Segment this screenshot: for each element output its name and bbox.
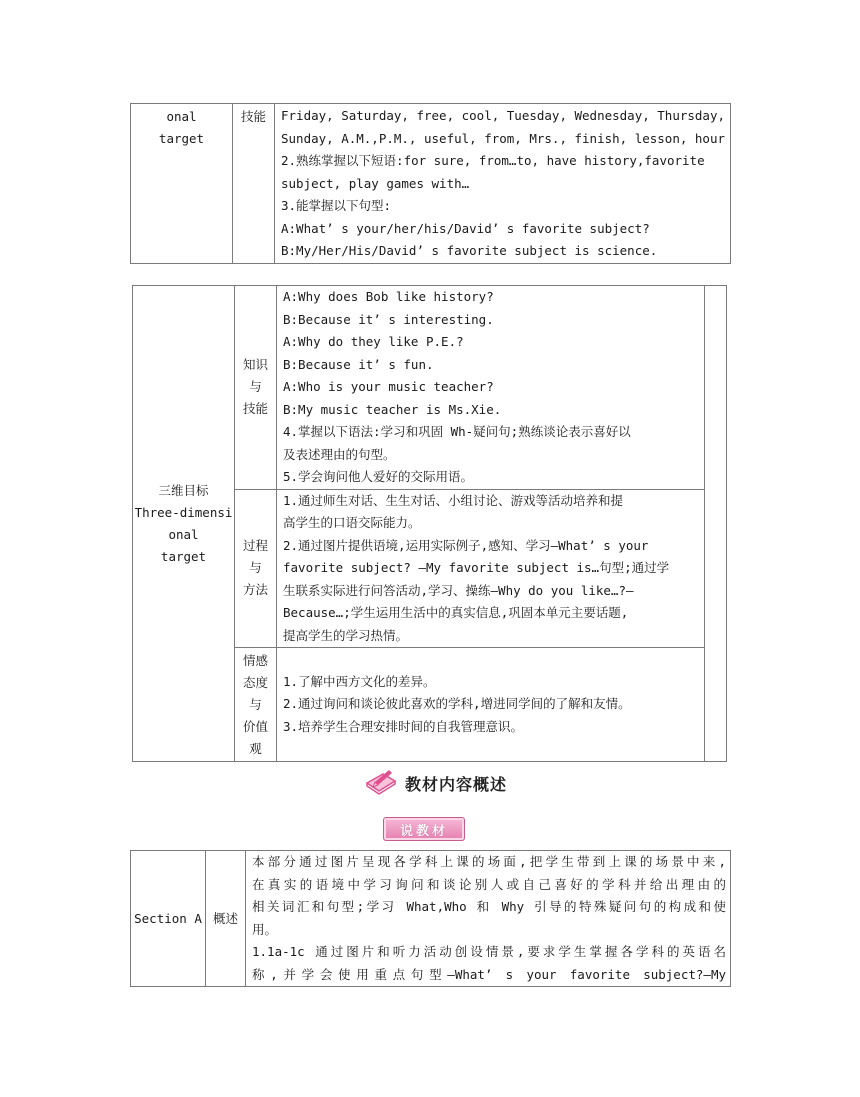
content-line: B:Because it’ s interesting. — [283, 311, 494, 327]
section-label-cell — [131, 851, 206, 987]
content-line: 高学生的口语交际能力。 — [283, 515, 421, 530]
category-label: 概述 — [212, 910, 238, 926]
category-line: 过程 — [242, 538, 268, 554]
target-label-cell — [131, 104, 233, 264]
category-line: 观 — [249, 740, 262, 756]
content-line: B:My music teacher is Ms.Xie. — [283, 401, 502, 417]
content-line: A:Why does Bob like history? — [283, 289, 494, 304]
category-line: 技能 — [242, 401, 268, 417]
category-cell-knowledge — [235, 286, 277, 490]
content-line: A:Who is your music teacher? — [283, 379, 494, 394]
content-line: Because…;学生运用生活中的真实信息,巩固本单元主要话题, — [283, 605, 629, 620]
category-line: 与 — [249, 560, 262, 576]
content-line: Friday, Saturday, free, cool, Tuesday, Wednesday, Thursday, — [281, 108, 726, 123]
content-line: 及表述理由的句型。 — [283, 446, 396, 462]
pencil-book-icon — [365, 767, 397, 799]
target-label-line: Three-dimensi — [134, 504, 233, 520]
category-line: 方法 — [242, 582, 268, 598]
textbook-badge — [383, 817, 465, 841]
target-label-line: 三维目标 — [158, 482, 209, 498]
content-line: 提高学生的学习热情。 — [283, 627, 409, 643]
emotion-content-cell — [277, 648, 705, 762]
three-dimensional-target-table — [132, 285, 727, 762]
category-cell — [233, 104, 275, 264]
content-line: 2.通过询问和谈论彼此喜欢的学科,增进同学间的了解和友情。 — [283, 696, 631, 712]
content-cell — [275, 104, 731, 264]
content-line: A:What’ s your/her/his/David’ s favorite subject? — [281, 220, 650, 236]
content-line: 1.1a-1c 通过图片和听力活动创设情景,要求学生掌握各学科的英语名 — [252, 944, 726, 959]
content-line: 1.了解中西方文化的差异。 — [283, 673, 436, 689]
content-line: 称,并学会使用重点句型—What’ s your favorite subject?—My — [252, 966, 726, 982]
content-line: 1.通过师生对话、生生对话、小组讨论、游戏等活动培养和提 — [283, 492, 624, 508]
content-line: 2.通过图片提供语境,运用实际例子,感知、学习—What’ s your — [283, 537, 649, 553]
target-label-line: onal — [166, 109, 197, 124]
content-line: 4.掌握以下语法:学习和巩固 Wh-疑问句;熟练谈论表示喜好以 — [283, 424, 631, 439]
content-line: favorite subject? —My favorite subject is…句型;通过学 — [283, 560, 670, 575]
target-label-line: target — [160, 548, 207, 564]
content-line: B:Because it’ s fun. — [283, 356, 434, 372]
objectives-table-continued — [130, 103, 731, 264]
category-cell-emotion — [235, 648, 277, 762]
target-label-line: target — [158, 131, 205, 146]
category-label: 技能 — [240, 109, 266, 124]
content-line: subject, play games with… — [281, 175, 470, 191]
category-cell-process — [235, 489, 277, 648]
category-line: 知识 — [242, 357, 268, 373]
process-content-cell — [277, 489, 705, 648]
content-line: 生联系实际进行问答活动,学习、操练—Why do you like…?— — [283, 582, 634, 598]
content-line: 用。 — [252, 921, 278, 937]
content-line: 5.学会询问他人爱好的交际用语。 — [283, 469, 474, 484]
content-line: A:Why do they like P.E.? — [283, 334, 464, 349]
badge-label: 说教材 — [399, 823, 448, 839]
category-line: 情感 — [242, 652, 268, 668]
knowledge-content-cell — [277, 286, 705, 490]
content-line: 3.能掌握以下句型: — [281, 198, 392, 213]
empty-side-cell — [705, 286, 727, 762]
content-line: 在真实的语境中学习询问和谈论别人或自己喜好的学科并给出理由的 — [252, 876, 726, 892]
section-title: 教材内容概述 — [405, 774, 508, 794]
content-line: 相关词汇和句型;学习 What,Who 和 Why 引导的特殊疑问句的构成和使 — [252, 899, 726, 914]
content-line: B:My/Her/His/David’ s favorite subject is science. — [281, 243, 658, 258]
target-label-cell — [133, 286, 235, 762]
category-line: 与 — [249, 379, 262, 395]
category-line: 价值 — [242, 718, 268, 734]
section-header — [365, 766, 525, 800]
category-cell — [206, 851, 246, 987]
overview-content-cell — [246, 851, 731, 987]
section-label: Section A — [134, 910, 202, 926]
section-a-overview-table — [130, 850, 731, 987]
category-line: 态度 — [242, 674, 268, 690]
content-line: Sunday, A.M.,P.M., useful, from, Mrs., finish, lesson, hour — [281, 130, 726, 146]
target-label-line: onal — [168, 526, 199, 542]
category-line: 与 — [249, 696, 262, 712]
content-line: 3.培养学生合理安排时间的自我管理意识。 — [283, 718, 524, 734]
content-line: 2.熟练掌握以下短语:for sure, from…to, have history,favorite — [281, 153, 705, 168]
content-line: 本部分通过图片呈现各学科上课的场面,把学生带到上课的场景中来, — [252, 854, 726, 869]
